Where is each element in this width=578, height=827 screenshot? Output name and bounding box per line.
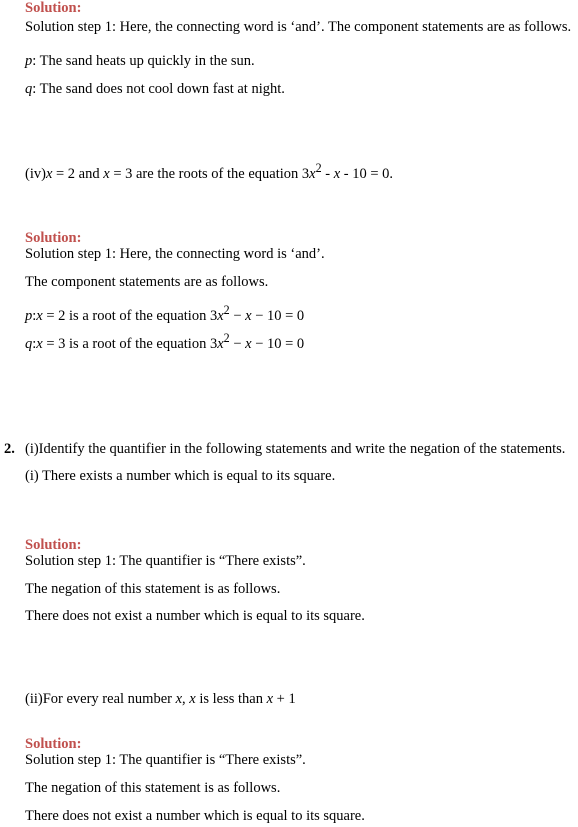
negation-statement: There does not exist a number which is equal to its square.: [25, 608, 365, 624]
component-intro: The component statements are as follows.: [25, 274, 269, 290]
statement-q: [25, 81, 285, 98]
question-heading: (i)Identify the quantifier in the following statements and write the negation of the statements.: [25, 441, 566, 457]
statement-p: p:x = 2 is a root of the equation $3x^2 - x - 10 = 0$: [25, 303, 305, 324]
p-variable: p: [25, 53, 33, 69]
solution-step: Solution step 1: The quantifier is “There exists”.: [25, 752, 306, 768]
q-text: : The sand does not cool down fast at night.: [32, 81, 285, 97]
negation-intro: The negation of this statement is as follows.: [25, 581, 281, 597]
statement-p: [25, 53, 255, 70]
solution-step: Solution step 1: Here, the connecting word is ‘and’.: [25, 246, 325, 262]
statement-q: q:x = 3 is a root of the equation $3x^2 - x - 10 = 0$: [25, 331, 305, 352]
question-number: 2.: [4, 441, 15, 457]
q-variable: q: [25, 81, 33, 97]
solution-label: Solution:: [25, 230, 82, 246]
solution-label: Solution:: [25, 736, 82, 752]
negation-intro: The negation of this statement is as follows.: [25, 780, 281, 796]
question-ii: (ii)For every real number x, x is less than x + 1: [25, 691, 296, 707]
question-part-i: (i) There exists a number which is equal to its square.: [25, 468, 336, 484]
solution-step: Solution step 1: Here, the connecting word is ‘and’. The component statements are as follows.: [25, 19, 572, 35]
negation-statement: There does not exist a number which is equal to its square.: [25, 808, 365, 824]
p-text: : The sand heats up quickly in the sun.: [32, 53, 255, 69]
solution-step: Solution step 1: The quantifier is “There exists”.: [25, 553, 306, 569]
solution-label: Solution:: [25, 0, 82, 16]
solution-label: Solution:: [25, 537, 82, 553]
question-iv: (iv)x = 2 and x = 3 are the roots of the equation $3x^2 - x - 10 = 0$.: [25, 161, 394, 182]
